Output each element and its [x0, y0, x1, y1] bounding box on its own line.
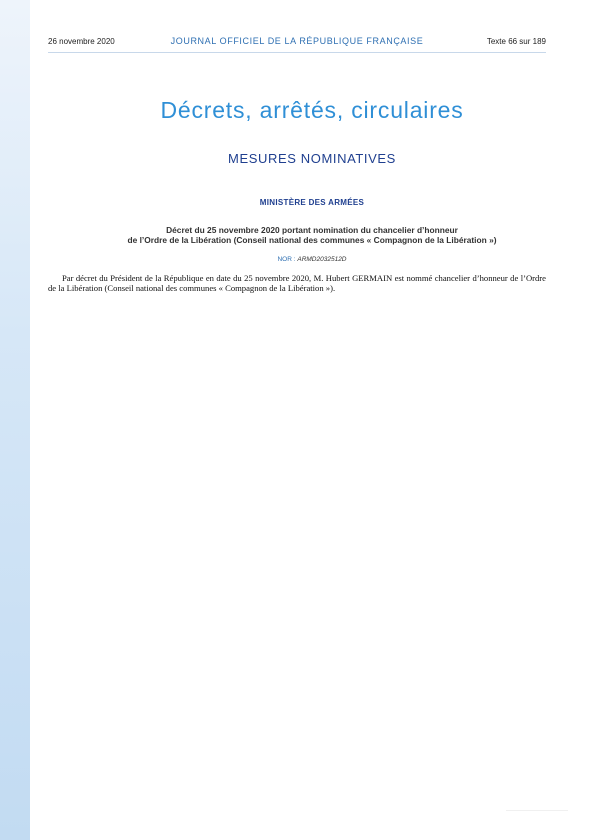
decree-title [30, 225, 594, 245]
decree-title-line-2: de l’Ordre de la Libération (Conseil national des communes « Compagnon de la Libération ») [127, 235, 497, 245]
nor-code: ARMD2032512D [297, 256, 347, 263]
header-divider [48, 52, 546, 53]
header-journal-name: JOURNAL OFFICIEL DE LA RÉPUBLIQUE FRANÇAISE [170, 36, 424, 46]
header-date: 26 novembre 2020 [48, 37, 115, 46]
nor-label: NOR : [277, 256, 298, 263]
header-text-number: Texte 66 sur 189 [486, 37, 546, 46]
decree-title-line-1: Décret du 25 novembre 2020 portant nomination du chancelier d’honneur [166, 225, 458, 235]
section-title: Décrets, arrêtés, circulaires [160, 97, 464, 123]
decree-body-text: Par décret du Président de la République en date du 25 novembre 2020, M. Hubert GERMAIN est nommé chancelier d’honneur de l’Ordre de la Libération (Conseil national des communes « Compagnon de la Libération »). [48, 273, 546, 293]
left-margin-band [0, 0, 30, 840]
footer-divider [506, 810, 568, 811]
page-header [48, 36, 546, 52]
ministry-name: MINISTÈRE DES ARMÉES [259, 198, 365, 207]
nor-reference [30, 256, 594, 263]
sub-title: MESURES NOMINATIVES [228, 151, 396, 166]
